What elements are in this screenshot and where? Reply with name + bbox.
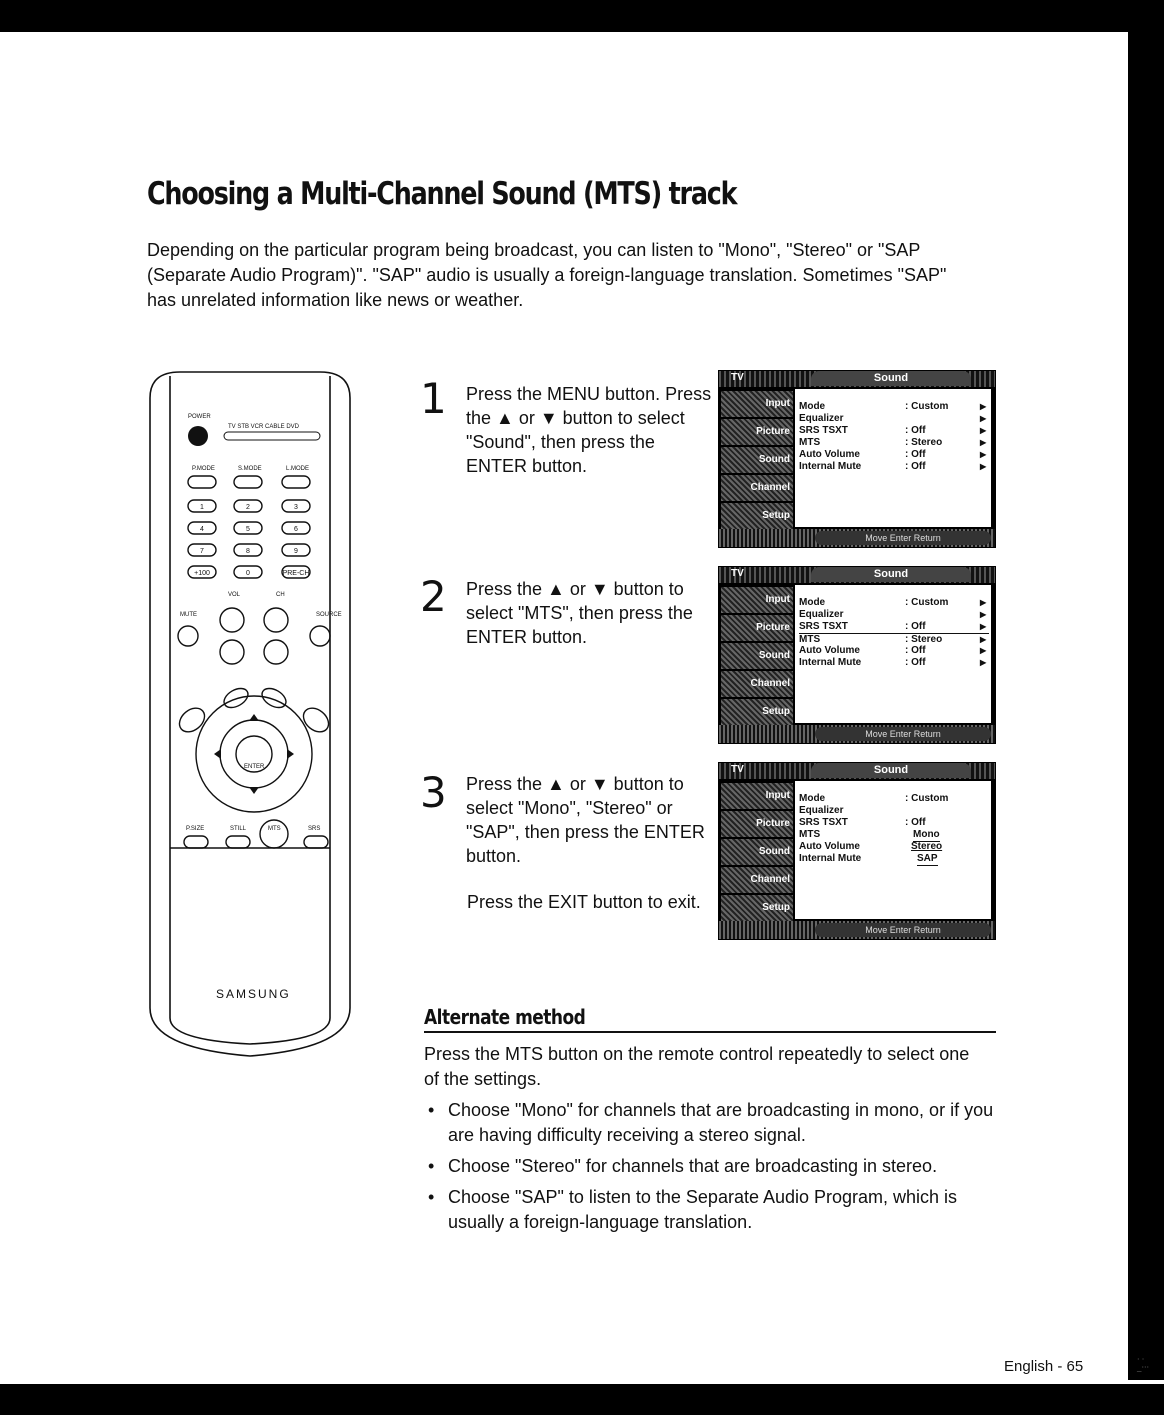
menu-row-highlighted: MTS : Stereo ▶ (799, 633, 989, 646)
step-1-number: 1 (420, 374, 447, 423)
mts-option-mono: Mono (913, 829, 940, 840)
srs-label: SRS (308, 826, 321, 832)
menu-row: MTS Mono (799, 829, 940, 840)
step-3-number: 3 (420, 768, 447, 817)
mute-button (178, 626, 198, 646)
menu-row: SRS TSXT : Off (799, 817, 926, 828)
mode-selector (224, 432, 320, 440)
keypad-label: 1 (200, 504, 204, 511)
step-1-text: Press the MENU button. Press the ▲ or ▼ button to select "Sound", then press the ENTER button. (466, 384, 712, 476)
menu-row: SRS TSXT : Off ▶ (799, 621, 987, 632)
mts-button (260, 820, 288, 848)
remote-modes-label: TV STB VCR CABLE DVD (228, 424, 300, 430)
alternate-bullet-list (424, 1098, 994, 1241)
keypad-label: 2 (246, 504, 250, 511)
menu-title: Sound (811, 567, 971, 582)
vol-up-button (220, 608, 244, 632)
step-3-exit-text: Press the EXIT button to exit. (467, 892, 701, 912)
menu-tv-label: TV (731, 764, 744, 775)
bottom-border (0, 1384, 1164, 1415)
alternate-intro: Press the MTS button on the remote control repeatedly to select one of the settings. (424, 1044, 970, 1089)
keypad-label: 9 (294, 548, 298, 555)
menu-side-setup: Setup (721, 503, 793, 529)
dpad-inner (220, 720, 288, 788)
still-label: STILL (230, 826, 247, 832)
mute-label: MUTE (180, 612, 197, 618)
list-item: • Choose "Mono" for channels that are broadcasting in mono, or if you are having difficulty receiving a stereo signal. (428, 1100, 994, 1145)
menu-row: Mode : Custom (799, 793, 949, 804)
keypad-label: 6 (294, 526, 298, 533)
bullet-icon: • (428, 1187, 435, 1207)
keypad-label: +100 (194, 570, 210, 577)
list-item: • Choose "Stereo" for channels that are broadcasting in stereo. (424, 1154, 994, 1179)
menu-side-picture: Picture (721, 811, 793, 837)
menu-row: Internal Mute SAP (799, 853, 938, 864)
keypad-label: 4 (200, 526, 204, 533)
menu-nav-hint: Move Enter Return (815, 531, 991, 545)
menu-tv-label: TV (731, 372, 744, 383)
menu-nav-hint: Move Enter Return (815, 727, 991, 741)
menu-row: Auto Volume Stereo (799, 841, 943, 852)
keypad-label: PRE-CH (282, 570, 310, 577)
step-2-number: 2 (420, 572, 447, 621)
psize-label: P.SIZE (186, 826, 205, 832)
menu-row: Auto Volume : Off ▶ (799, 645, 987, 656)
sound-menu-screen-2 (718, 566, 996, 744)
menu-side-picture: Picture (721, 419, 793, 445)
pip-key (221, 685, 252, 712)
menu-side-channel: Channel (721, 867, 793, 893)
menu-tv-label: TV (731, 568, 744, 579)
enter-label: ENTER (244, 764, 265, 770)
top-border (0, 0, 1164, 32)
menu-row: Equalizer ▶ (799, 609, 987, 620)
menu-row: Mode : Custom ▶ (799, 401, 987, 412)
mts-label: MTS (268, 826, 281, 832)
s-mode-label: S.MODE (238, 466, 262, 472)
p-mode-label: P.MODE (192, 466, 215, 472)
heading-rule (424, 1031, 996, 1033)
step-2-text: Press the ▲ or ▼ button to select "MTS", then press the ENTER button. (466, 579, 693, 647)
menu-side-channel: Channel (721, 671, 793, 697)
menu-side-setup: Setup (721, 699, 793, 725)
list-item: • Choose "SAP" to listen to the Separate Audio Program, which is usually a foreign-language translation. (428, 1187, 958, 1232)
bullet-icon: • (428, 1156, 435, 1176)
exit-key (299, 703, 333, 736)
menu-side-input: Input (721, 587, 793, 613)
menu-row: Auto Volume : Off ▶ (799, 449, 987, 460)
page-title: Choosing a Multi-Channel Sound (MTS) track (147, 176, 737, 212)
vol-down-button (220, 640, 244, 664)
menu-row: Equalizer (799, 805, 844, 816)
keypad-label: 3 (294, 504, 298, 511)
bullet-icon: • (428, 1100, 435, 1120)
menu-side-input: Input (721, 391, 793, 417)
keypad-label: 7 (200, 548, 204, 555)
page-number: English - 65 (1004, 1358, 1084, 1375)
menu-nav-hint: Move Enter Return (815, 923, 991, 937)
intro-paragraph: Depending on the particular program being broadcast, you can listen to "Mono", "Stereo" or "SAP (Separate Audio Program)". "SAP" audio is usually a foreign-language translation. Sometimes "SAP" has unrelated information like news or weather. (147, 240, 947, 310)
ch-down-button (264, 640, 288, 664)
step-3-text: Press the ▲ or ▼ button to select "Mono", "Stereo" or "SAP", then press the ENTER button. (466, 774, 705, 866)
keypad-label: 8 (246, 548, 250, 555)
brand-logo: SAMSUNG (216, 987, 291, 1001)
power-button (188, 426, 208, 446)
menu-row: Internal Mute : Off ▶ (799, 461, 987, 472)
menu-title: Sound (811, 371, 971, 386)
menu-row: MTS : Stereo ▶ (799, 437, 987, 448)
menu-side-input: Input (721, 783, 793, 809)
right-border (1128, 0, 1164, 1380)
menu-row: Mode : Custom ▶ (799, 597, 987, 608)
menu-side-picture: Picture (721, 615, 793, 641)
number-keypad (188, 500, 310, 578)
ant-key (259, 685, 290, 712)
ch-up-button (264, 608, 288, 632)
menu-key (175, 703, 209, 736)
keypad-label: 5 (246, 526, 250, 533)
sound-menu-screen-3 (718, 762, 996, 940)
remote-power-label: POWER (188, 414, 211, 420)
registration-mark: ⋅ ⋅ _⋅⋅⋅ (1137, 1355, 1150, 1372)
source-label: SOURCE (316, 612, 342, 618)
mts-option-stereo: Stereo (911, 841, 943, 852)
menu-side-sound: Sound (721, 447, 793, 473)
sound-menu-screen-1 (718, 370, 996, 548)
vol-label: VOL (228, 592, 241, 598)
keypad-label: 0 (246, 570, 250, 577)
alternate-method-heading: Alternate method (424, 1005, 586, 1029)
source-button (310, 626, 330, 646)
dpad-ring (196, 696, 312, 812)
menu-side-channel: Channel (721, 475, 793, 501)
ch-label: CH (276, 592, 285, 598)
menu-title: Sound (811, 763, 971, 778)
menu-row: Internal Mute : Off ▶ (799, 657, 987, 668)
menu-side-setup: Setup (721, 895, 793, 921)
remote-control-illustration (140, 368, 360, 1060)
l-mode-label: L.MODE (286, 466, 310, 472)
menu-row: Equalizer ▶ (799, 413, 987, 424)
menu-side-sound: Sound (721, 643, 793, 669)
mts-option-sap: SAP (917, 853, 938, 864)
menu-row: SRS TSXT : Off ▶ (799, 425, 987, 436)
menu-side-sound: Sound (721, 839, 793, 865)
